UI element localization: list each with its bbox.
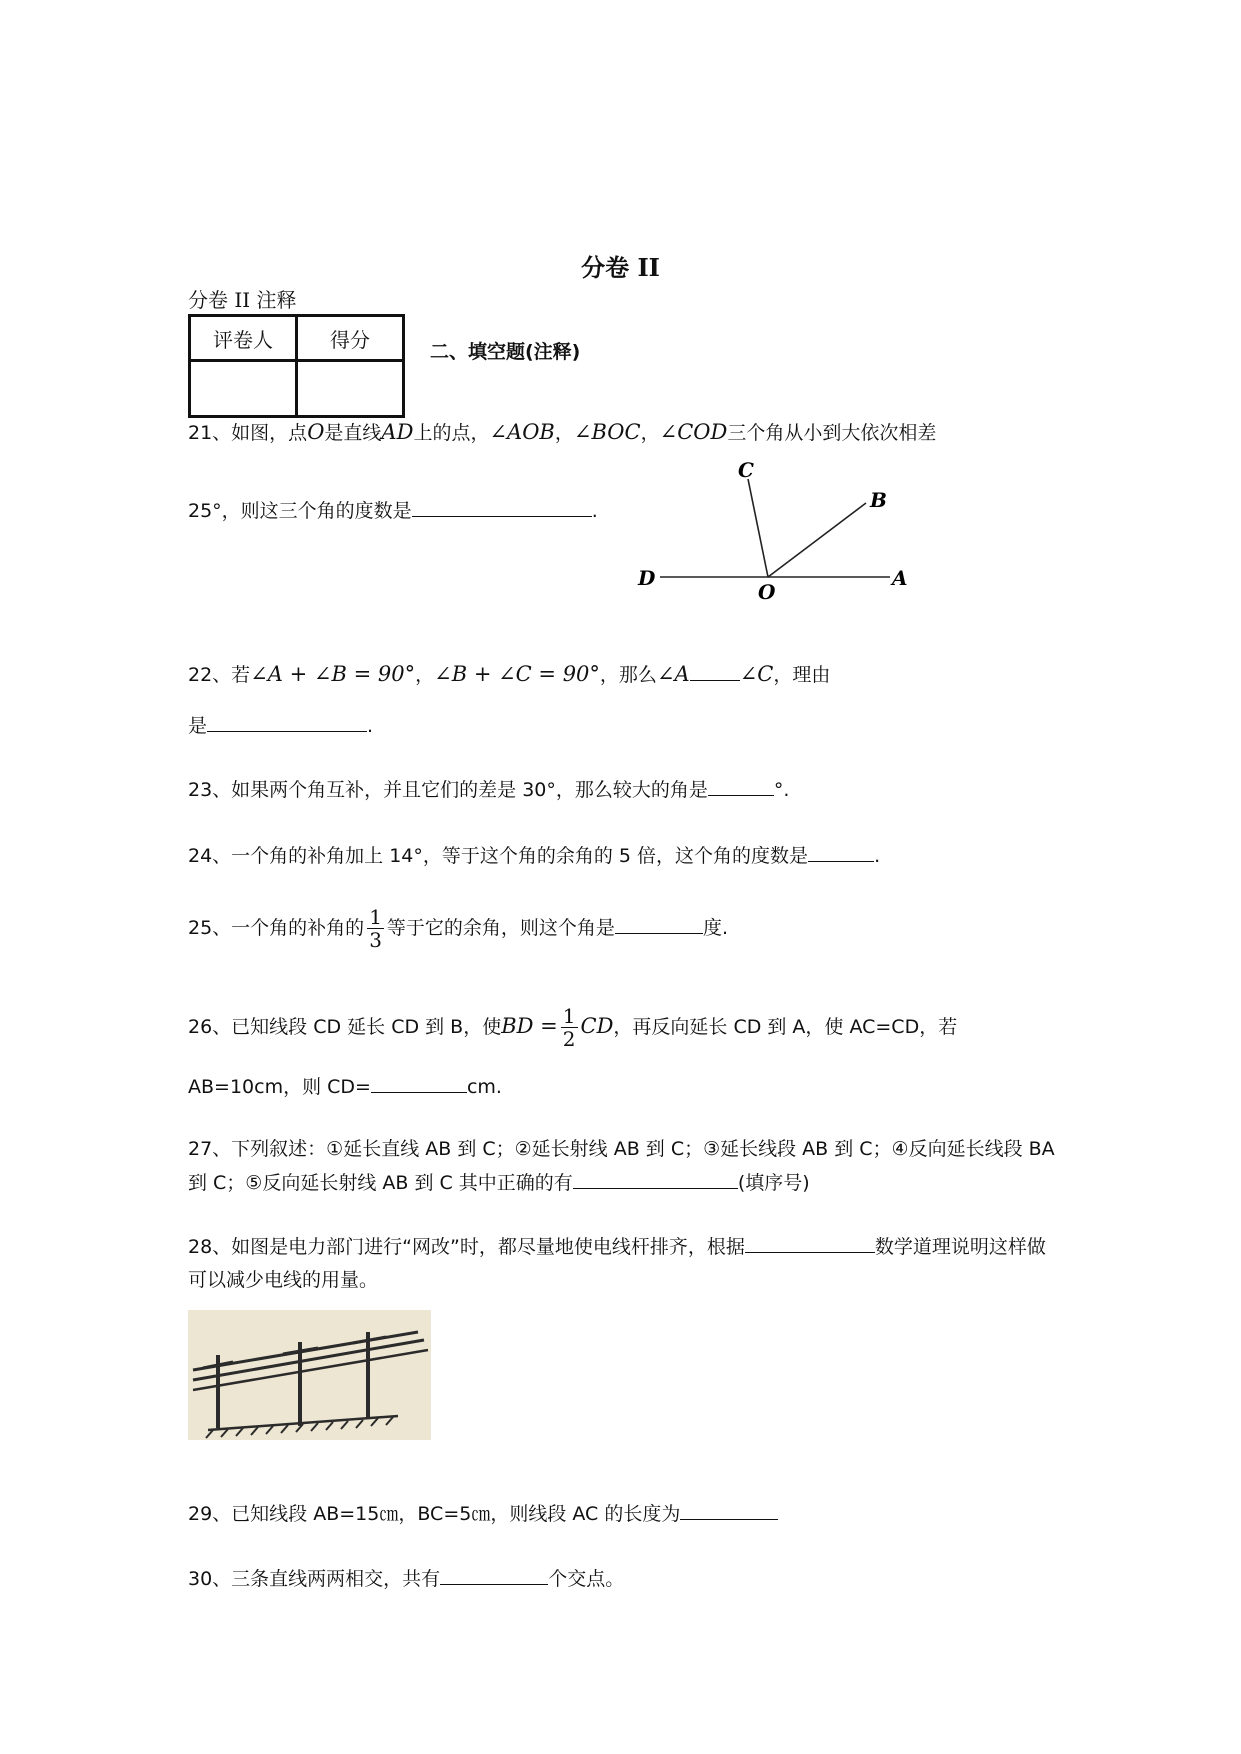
grader-cell[interactable] bbox=[190, 361, 297, 417]
grader-header: 评卷人 bbox=[190, 316, 297, 361]
question-23: 23、如果两个角互补，并且它们的差是 30°，那么较大的角是 °. bbox=[188, 773, 789, 807]
point-o-label: O bbox=[758, 580, 776, 604]
answer-blank-22a[interactable] bbox=[690, 658, 740, 681]
question-24: 24、一个角的补角加上 14°，等于这个角的余角的 5 倍，这个角的度数是 . bbox=[188, 839, 880, 873]
question-29: 29、已知线段 AB=15㎝，BC=5㎝，则线段 AC 的长度为 bbox=[188, 1497, 778, 1531]
point-b-label: B bbox=[870, 488, 887, 512]
question-28: 28、如图是电力部门进行“网改”时，都尽量地使电线杆排齐，根据 数学道理说明这样做可以减少电线的用量。 bbox=[188, 1230, 1058, 1297]
answer-blank-24[interactable] bbox=[808, 839, 874, 862]
answer-blank-21[interactable] bbox=[412, 494, 592, 517]
page-title: 分卷 II bbox=[581, 253, 660, 282]
fraction-one-third: $\frac{1}{3}$ bbox=[369, 905, 382, 952]
section-note: 分卷 II 注释 bbox=[188, 288, 297, 312]
question-22-line-1: 22、若∠A + ∠B = 90°，∠B + ∠C = 90°，那么∠A ∠C，理由 bbox=[188, 658, 830, 692]
angle-figure bbox=[630, 455, 930, 605]
question-30: 30、三条直线两两相交，共有 个交点。 bbox=[188, 1562, 624, 1596]
point-d-label: D bbox=[638, 566, 656, 590]
point-a-label: A bbox=[892, 566, 908, 590]
score-cell[interactable] bbox=[297, 361, 404, 417]
question-26-line-2: AB=10cm，则 CD= cm. bbox=[188, 1070, 502, 1104]
question-26-line-1: 26、已知线段 CD 延长 CD 到 B，使BD = $\frac{1}{2}$ CD，再反向延长 CD 到 A，使 AC=CD，若 bbox=[188, 1004, 958, 1051]
answer-blank-28[interactable] bbox=[745, 1230, 875, 1253]
answer-blank-23[interactable] bbox=[708, 773, 774, 796]
answer-blank-29[interactable] bbox=[680, 1497, 778, 1520]
answer-blank-30[interactable] bbox=[440, 1562, 548, 1585]
question-25: 25、一个角的补角的 $\frac{1}{3}$ 等于它的余角，则这个角是 度. bbox=[188, 905, 728, 952]
power-poles-figure bbox=[188, 1310, 431, 1440]
score-table bbox=[188, 314, 405, 418]
score-header: 得分 bbox=[297, 316, 404, 361]
answer-blank-22b[interactable] bbox=[207, 709, 367, 732]
question-21-line-1: 21、如图，点O是直线AD上的点，∠AOB，∠BOC，∠COD三个角从小到大依次相差 bbox=[188, 420, 937, 444]
question-27: 27、下列叙述：①延长直线 AB 到 C；②延长射线 AB 到 C；③延长线段 AB 到 C；④反向延长线段 BA 到 C；⑤反向延长射线 AB 到 C 其中正确的有 (填序号) bbox=[188, 1138, 1055, 1194]
answer-blank-26[interactable] bbox=[371, 1070, 467, 1093]
question-21-line-2: 25°，则这三个角的度数是 . bbox=[188, 494, 598, 528]
answer-blank-25[interactable] bbox=[615, 911, 703, 934]
answer-blank-27[interactable] bbox=[573, 1166, 738, 1189]
point-c-label: C bbox=[738, 458, 754, 482]
fraction-one-half: $\frac{1}{2}$ bbox=[562, 1004, 576, 1051]
question-22-line-2: 是 . bbox=[188, 709, 373, 743]
section-heading: 二、填空题(注释) bbox=[430, 341, 581, 363]
